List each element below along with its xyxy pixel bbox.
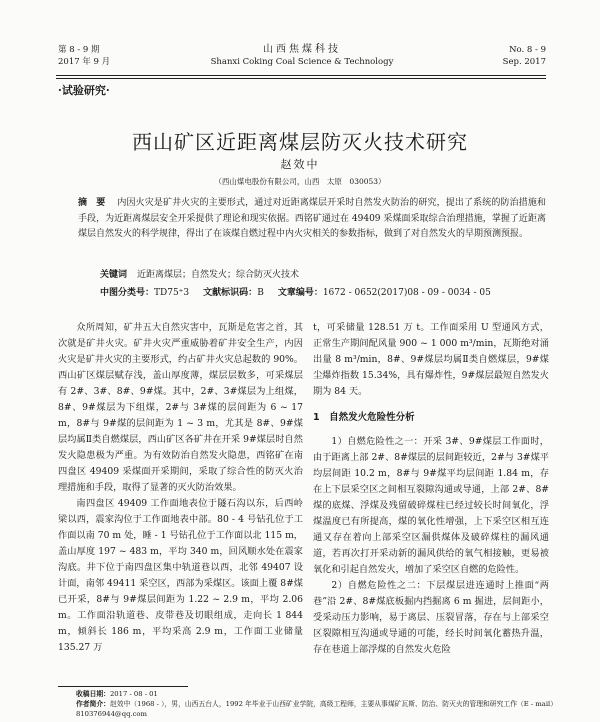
body-paragraph: 1）自燃危险性之一：开采 3#、9#煤层工作面时，由于距离上部 2#、8#煤层的层间距较近，2#与 3#煤平均层间距 10.2 m，8#与 9#煤平均层间距 1.84 m，存在上下层采空区之间相互裂隙沟通或导通，上部 2#、8#煤的底煤、浮煤及残留破碎煤柱已经过较长时间氧化，浮煤温度已有所提高，煤的氧化性增强，上下采空区相互连通又存在着向上部采空区漏供煤体及破碎煤柱的漏风通道，若再次打开采动新的漏风供给的氧气相接触，更易被氧化和引起自然发火，增加了采空区自燃的危险性。 bbox=[313, 436, 549, 575]
body-paragraph: 南四盘区 49409 工作面地表位于隧石沟以东，后西岭梁以西，震家沟位于工作面地表中部。80 - 4 号钻孔位于工作面以南 70 m 处，睡 - 1 号钻孔位于工作面以北 115 m，盖山厚度 197 ~ 483 m，平均 340 m，回风顺水处在震家沟底。井下位于南四盘区集中轨道巷以西，北邻 49407 设计面，南邻 49411 采空区，西部为采煤区。该面上覆 8#煤已开采，8#与 9#煤层间距为 1.22 ~ 2.9 m，平均 2.06 m。工作面沿轨道巷、皮带巷及切眼组成，走向长 1 844 m，倾斜长 186 m，平均采高 2.9 m，工作面工业储量 135.27 万 bbox=[58, 498, 303, 653]
article-title: 西山矿区近距离煤层防灭火技术研究 bbox=[132, 130, 468, 154]
journal-name-en: Shanxi Coking Coal Science & Technology bbox=[210, 57, 394, 67]
footnote-rule bbox=[58, 686, 188, 687]
received-date bbox=[76, 689, 560, 699]
header-rule-bottom bbox=[56, 78, 546, 79]
author-bio-label: 作者简介： bbox=[76, 700, 110, 708]
issue-number: 第 8 - 9 期 bbox=[58, 45, 100, 55]
running-header bbox=[58, 44, 546, 76]
body-paragraph: 2）自燃危险性之二：下层煤层进连通时上推面“两巷”沿 2#、8#煤底板掘内挡掘离 6 m 掘进，层间距小，受采动压力影响，易于离层、压裂冒落，存在与上部采空区裂隙相互沟通或导通的可能，经长时间氧化蓄热升温，存在巷道上部浮煤的自然发火危险 bbox=[313, 580, 549, 655]
issue-number-en: No. 8 - 9 bbox=[509, 45, 546, 55]
author-bio-text: 赵效中（1968 - ），男，山西五台人，1992 年毕业于山西矿业学院，高级工程师，主要从事煤矿瓦斯、防治、防灭火的管理和研究工作（E - mail）810376944@qq.com bbox=[76, 700, 558, 718]
author-bio bbox=[76, 699, 560, 719]
body-paragraph: 众所周知，矿井五大自然灾害中，瓦斯是危害之首，其次就是矿井火灾。矿井火灾严重威胁着矿井安全生产，内因火灾是矿井火灾的主要形式，约占矿井火灾总起数的 90%。西山矿区煤层赋存浅，盖山厚度薄，煤层层数多，可采煤层有 2#、3#、8#、9#煤。其中，2#、3#煤层为上组煤，8#、9#煤层为下组煤，2#与 3#煤的层间距为 6 ~ 17 m，8#与 9#煤的层间距为 1 ~ 3 m，尤其是 8#、9#煤层均属Ⅱ类自燃煤层，西山矿区各矿井在开采 9#煤层时自然发火隐患极为严重。为有效防治自然发火隐患，西铭矿在南四盘区 49409 采煤面开采期间，采取了综合性的防灭火治理措施和手段，取得了显著的灭火防治效果。 bbox=[58, 322, 303, 493]
article-id-value: 1672 - 0652(2017)08 - 09 - 0034 - 05 bbox=[322, 288, 491, 298]
article-id-label: 文章编号： bbox=[277, 288, 323, 298]
abstract-text: 内因火灾是矿井火灾的主要形式，通过对近距离煤层开采时自然发火防治的研究，提出了系统的防治措施和手段，为近距离煤层安全开采提供了理论和现实依据。西铭矿通过在 49409 采煤面采取综合治理措施，掌握了近距离煤层自然发火的科学规律，得出了在该煤自燃过程中内火灾相关的参数指标，做到了对自然发火的早期预测预报。 bbox=[78, 198, 546, 239]
keywords-label: 关键词 bbox=[100, 270, 128, 280]
classification-line bbox=[100, 285, 560, 298]
article-author: 赵效中 bbox=[280, 158, 320, 171]
footnote bbox=[76, 689, 560, 719]
body-column-right bbox=[313, 320, 549, 658]
received-value: 2017 - 08 - 01 bbox=[109, 690, 158, 698]
body-column-left bbox=[58, 320, 303, 656]
clc-value: TD75⁺3 bbox=[154, 288, 190, 298]
abstract bbox=[78, 196, 546, 243]
running-header-center bbox=[58, 44, 546, 68]
clc-label: 中图分类号： bbox=[100, 288, 155, 298]
doc-code-value: B bbox=[257, 288, 264, 298]
body-paragraph: t，可采储量 128.51 万 t。工作面采用 U 型通风方式，正常生产期间配风量 900 ~ 1 000 m³/min，瓦斯绝对涌出量 8 m³/min，8#、9#煤层均属Ⅱ类自燃煤层，9#煤尘爆炸指数 15.34%，具有爆炸性，9#煤层最短自然发火期为 84 天。 bbox=[313, 322, 549, 397]
header-rule-top bbox=[56, 75, 546, 76]
running-header-right bbox=[503, 44, 546, 68]
doc-code-label: 文献标识码： bbox=[203, 288, 258, 298]
keywords-text: 近距离煤层；自然发火；综合防灭火技术 bbox=[137, 270, 300, 280]
keywords bbox=[100, 267, 546, 280]
issue-date-en: Sep. 2017 bbox=[502, 57, 546, 67]
section-heading: 1 自然发火危险性分析 bbox=[313, 412, 415, 423]
received-label: 收稿日期： bbox=[76, 690, 110, 698]
column-heading: ·试验研究· bbox=[58, 84, 110, 97]
abstract-label: 摘 要 bbox=[78, 198, 106, 208]
author-affiliation: （西山煤电股份有限公司，山西 太原 030053） bbox=[214, 177, 386, 186]
journal-name-cn: 山西焦煤科技 bbox=[263, 44, 341, 55]
issue-date: 2017 年 9 月 bbox=[58, 57, 111, 67]
